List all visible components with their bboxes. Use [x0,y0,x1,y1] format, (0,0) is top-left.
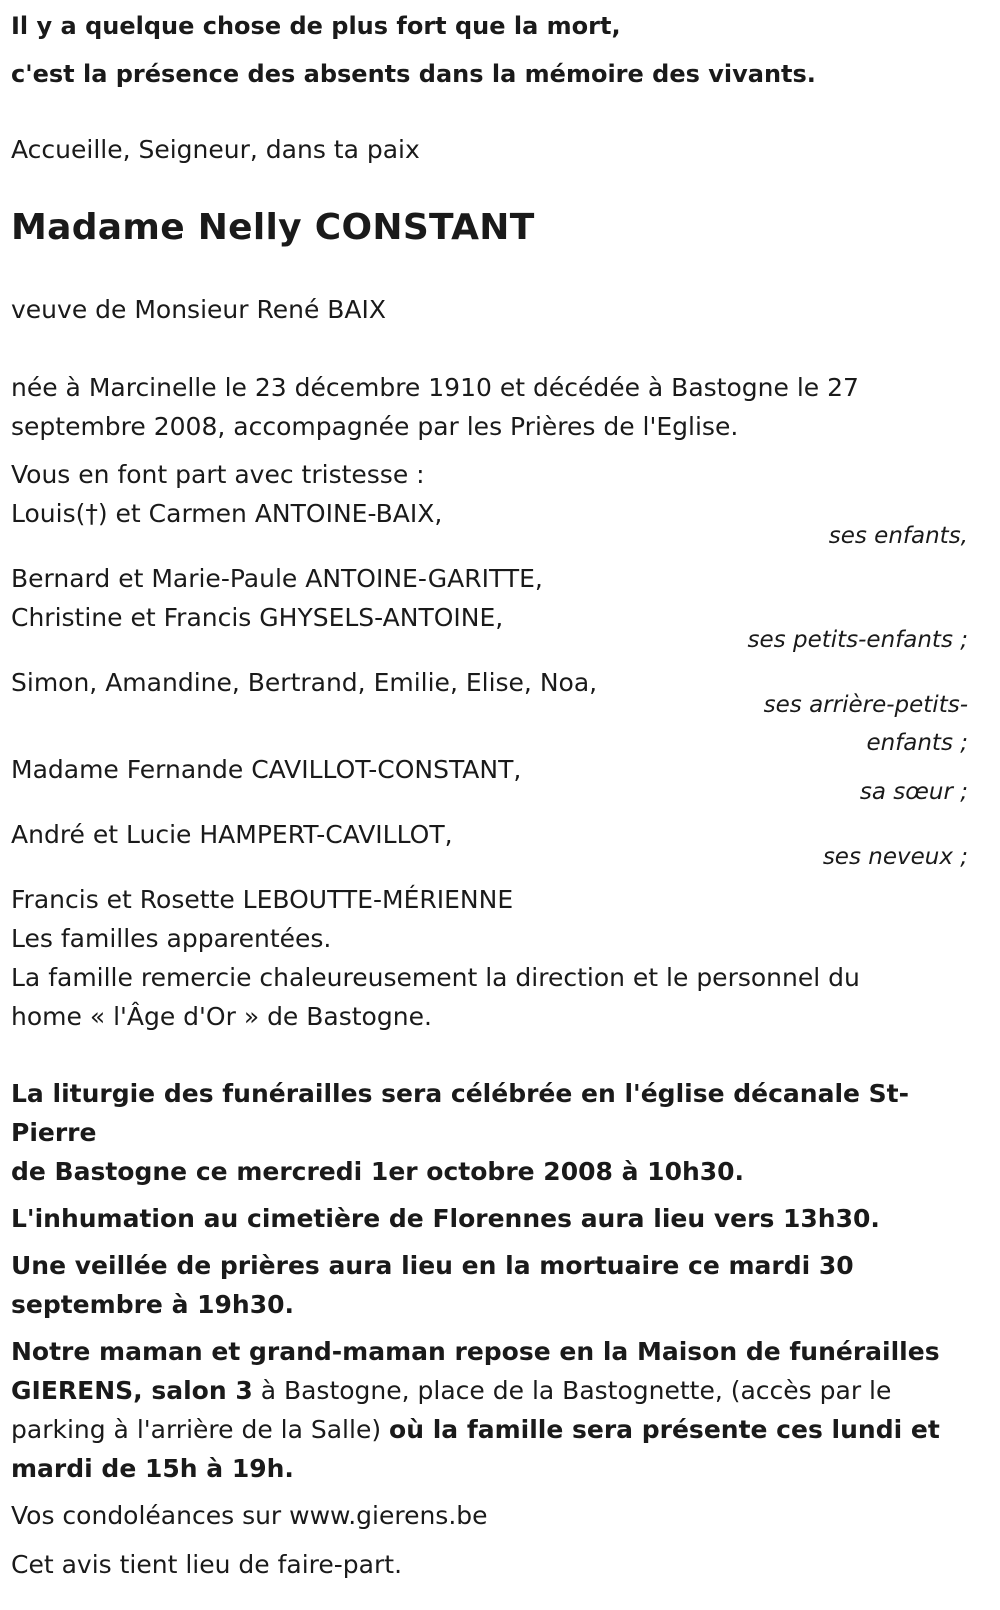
funeral-rest-line-2 [11,1371,986,1410]
funeral-rest-access: parking à l'arrière de la Salle) [11,1415,390,1444]
family-others-line: home « l'Âge d'Or » de Bastogne. [11,1002,432,1031]
family-grandchildren-name: Bernard et Marie-Paule ANTOINE-GARITTE, [11,564,543,593]
family-intro: Vous en font part avec tristesse : [11,460,425,489]
funeral-rest-address: à Bastogne, place de la Bastognette, (accès par le [252,1376,892,1405]
funeral-rest-line-1: Notre maman et grand-maman repose en la Maison de funérailles [11,1337,940,1366]
funeral-liturgy-line-1: La liturgie des funérailles sera célébrée en l'église décanale St-Pierre [11,1079,910,1147]
birth-death-line-2: septembre 2008, accompagnée par les Prières de l'Eglise. [11,412,739,441]
quote-line-2: c'est la présence des absents dans la mémoire des vivants. [11,60,816,88]
deceased-name: Madame Nelly CONSTANT [11,207,535,248]
funeral-rest-presence: où la famille sera présente ces lundi et [389,1415,940,1444]
family-children-name: Louis(†) et Carmen ANTOINE-BAIX, [11,499,443,528]
notice: Cet avis tient lieu de faire-part. [11,1550,403,1579]
family-sister-role: sa sœur ; [859,779,968,805]
funeral-vigil-line-2: septembre à 19h30. [11,1290,295,1319]
family-nephews-role: ses neveux ; [822,844,968,870]
funeral-rest-line-3 [11,1410,986,1449]
family-sister [11,750,986,811]
family-children [11,494,986,555]
funeral-liturgy-line-2: de Bastogne ce mercredi 1er octobre 2008 à 10h30. [11,1157,745,1186]
condolences: Vos condoléances sur www.gierens.be [11,1501,488,1530]
funeral-burial-line: L'inhumation au cimetière de Florennes aura lieu vers 13h30. [11,1204,880,1233]
family-nephews-name: André et Lucie HAMPERT-CAVILLOT, [11,820,453,849]
funeral-rest [11,1332,986,1488]
family-others-line: La famille remercie chaleureusement la direction et le personnel du [11,963,860,992]
funeral-vigil [11,1246,986,1324]
obituary-page [11,0,986,1584]
family-others-line: Les familles apparentées. [11,924,332,953]
family-great-grandchildren-role-1: ses arrière-petits- [763,692,968,718]
family-great-grandchildren [11,663,986,762]
funeral-rest-line-4: mardi de 15h à 19h. [11,1454,294,1483]
family-others [11,880,986,1036]
family-grandchildren-role: ses petits-enfants ; [747,627,968,653]
family-sister-name: Madame Fernande CAVILLOT-CONSTANT, [11,755,522,784]
family-great-grandchildren-role-2: enfants ; [866,730,968,756]
family-others-line: Francis et Rosette LEBOUTTE-MÉRIENNE [11,885,514,914]
funeral-vigil-line-1: Une veillée de prières aura lieu en la mortuaire ce mardi 30 [11,1251,854,1280]
family-grandchildren-name: Christine et Francis GHYSELS-ANTOINE, [11,603,504,632]
family-great-grandchildren-name: Simon, Amandine, Bertrand, Emilie, Elise, Noa, [11,668,598,697]
quote-line-1: Il y a quelque chose de plus fort que la mort, [11,12,621,40]
funeral-burial [11,1199,986,1238]
quote [11,2,986,98]
prayer: Accueille, Seigneur, dans ta paix [11,135,420,164]
family-nephews [11,815,986,876]
birth-death-line-1: née à Marcinelle le 23 décembre 1910 et décédée à Bastogne le 27 [11,373,859,402]
family-children-role: ses enfants, [828,523,968,549]
family-grandchildren [11,559,986,659]
funeral-liturgy [11,1074,986,1191]
funeral-rest-home: GIERENS, salon 3 [11,1376,253,1405]
birth-death [11,368,986,446]
widow-of: veuve de Monsieur René BAIX [11,295,387,324]
